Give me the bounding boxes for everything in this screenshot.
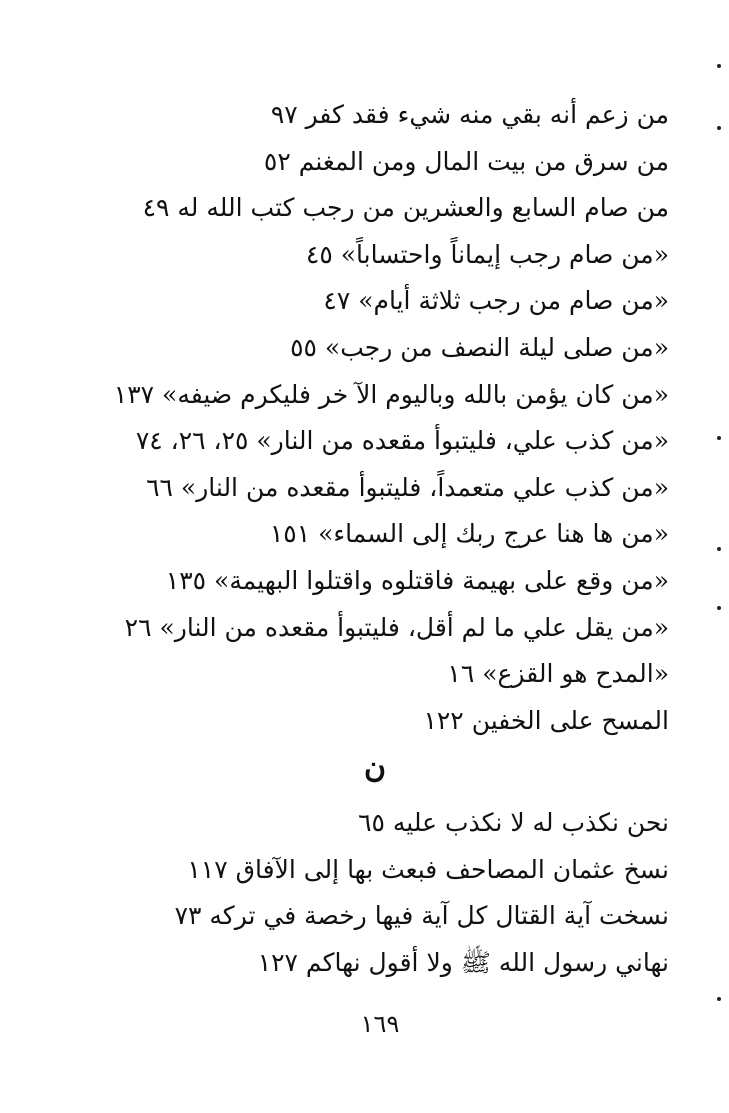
index-entry: «من يقل علي ما لم أقل، فليتبوأ مقعده من النار» ٢٦ [124, 612, 669, 642]
index-entry: نحن نكذب له لا نكذب عليه ٦٥ [358, 808, 669, 837]
margin-speck [717, 64, 721, 68]
index-entry: «من ها هنا عرج ربك إلى السماء» ١٥١ [269, 519, 669, 549]
index-entries-list-section [109, 800, 669, 986]
index-entry: المسح على الخفين ١٢٢ [423, 705, 669, 735]
margin-speck [717, 997, 721, 1001]
index-entry: «من كذب علي، فليتبوأ مقعده من النار» ٢٥، ٢٦، ٧٤ [135, 426, 669, 456]
margin-speck [717, 436, 721, 440]
index-entries-list [109, 92, 669, 744]
index-entry: «من كذب علي متعمداً، فليتبوأ مقعده من النار» ٦٦ [146, 472, 669, 502]
index-entry: من صام السابع والعشرين من رجب كتب الله له ٤٩ [142, 193, 669, 223]
index-entry: نسخت آية القتال كل آية فيها رخصة في تركه ٧٣ [174, 901, 669, 931]
margin-speck [717, 606, 721, 610]
margin-speck [717, 547, 721, 551]
index-entry: «من صلى ليلة النصف من رجب» ٥٥ [290, 332, 669, 362]
index-entry: «المدح هو القزع» ١٦ [447, 659, 669, 689]
index-entry: نسخ عثمان المصاحف فبعث بها إلى الآفاق ١١٧ [187, 854, 669, 884]
index-entry: من سرق من بيت المال ومن المغنم ٥٢ [263, 146, 669, 176]
index-entry: «من صام من رجب ثلاثة أيام» ٤٧ [323, 286, 669, 316]
index-entry: «من كان يؤمن بالله وباليوم الآ خر فليكرم ضيفه» ١٣٧ [113, 379, 669, 409]
section-heading-letter: ن [363, 750, 387, 785]
margin-speck [717, 126, 721, 130]
index-entry: «من صام رجب إيماناً واحتساباً» ٤٥ [305, 239, 669, 269]
index-entry: من زعم أنه بقي منه شيء فقد كفر ٩٧ [270, 100, 669, 129]
page-number: ١٦٩ [360, 1010, 400, 1038]
index-entry: «من وقع على بهيمة فاقتلوه واقتلوا البهيمة» ١٣٥ [165, 565, 669, 595]
index-entry: نهاني رسول الله ﷺ ولا أقول نهاكم ١٢٧ [257, 947, 669, 977]
